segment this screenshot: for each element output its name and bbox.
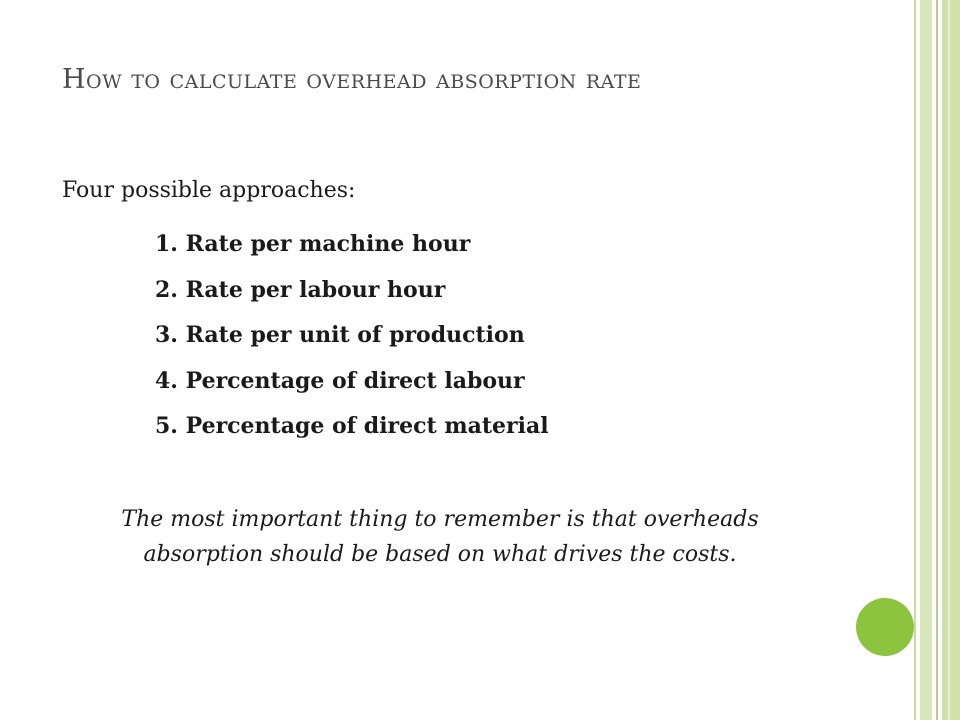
border-stripe xyxy=(942,0,960,720)
list-item: 2. Rate per labour hour xyxy=(155,276,446,303)
intro-text: Four possible approaches: xyxy=(62,178,356,203)
border-stripe xyxy=(914,0,916,720)
approaches-list xyxy=(155,222,549,450)
decorative-border-stripes xyxy=(914,0,960,720)
list-item: 3. Rate per unit of production xyxy=(155,322,525,348)
key-note: The most important thing to remember is that overheads absorption should be based on what drives the costs. xyxy=(121,507,759,567)
slide-title: How to calculate overhead absorption rate xyxy=(62,64,642,95)
list-item: 4. Percentage of direct labour xyxy=(155,367,525,394)
border-stripe xyxy=(948,0,950,720)
list-item: 5. Percentage of direct material xyxy=(155,413,549,439)
border-stripe xyxy=(920,0,932,720)
border-stripe xyxy=(936,0,938,720)
decorative-green-circle xyxy=(856,598,914,656)
list-item: 1. Rate per machine hour xyxy=(155,231,471,257)
